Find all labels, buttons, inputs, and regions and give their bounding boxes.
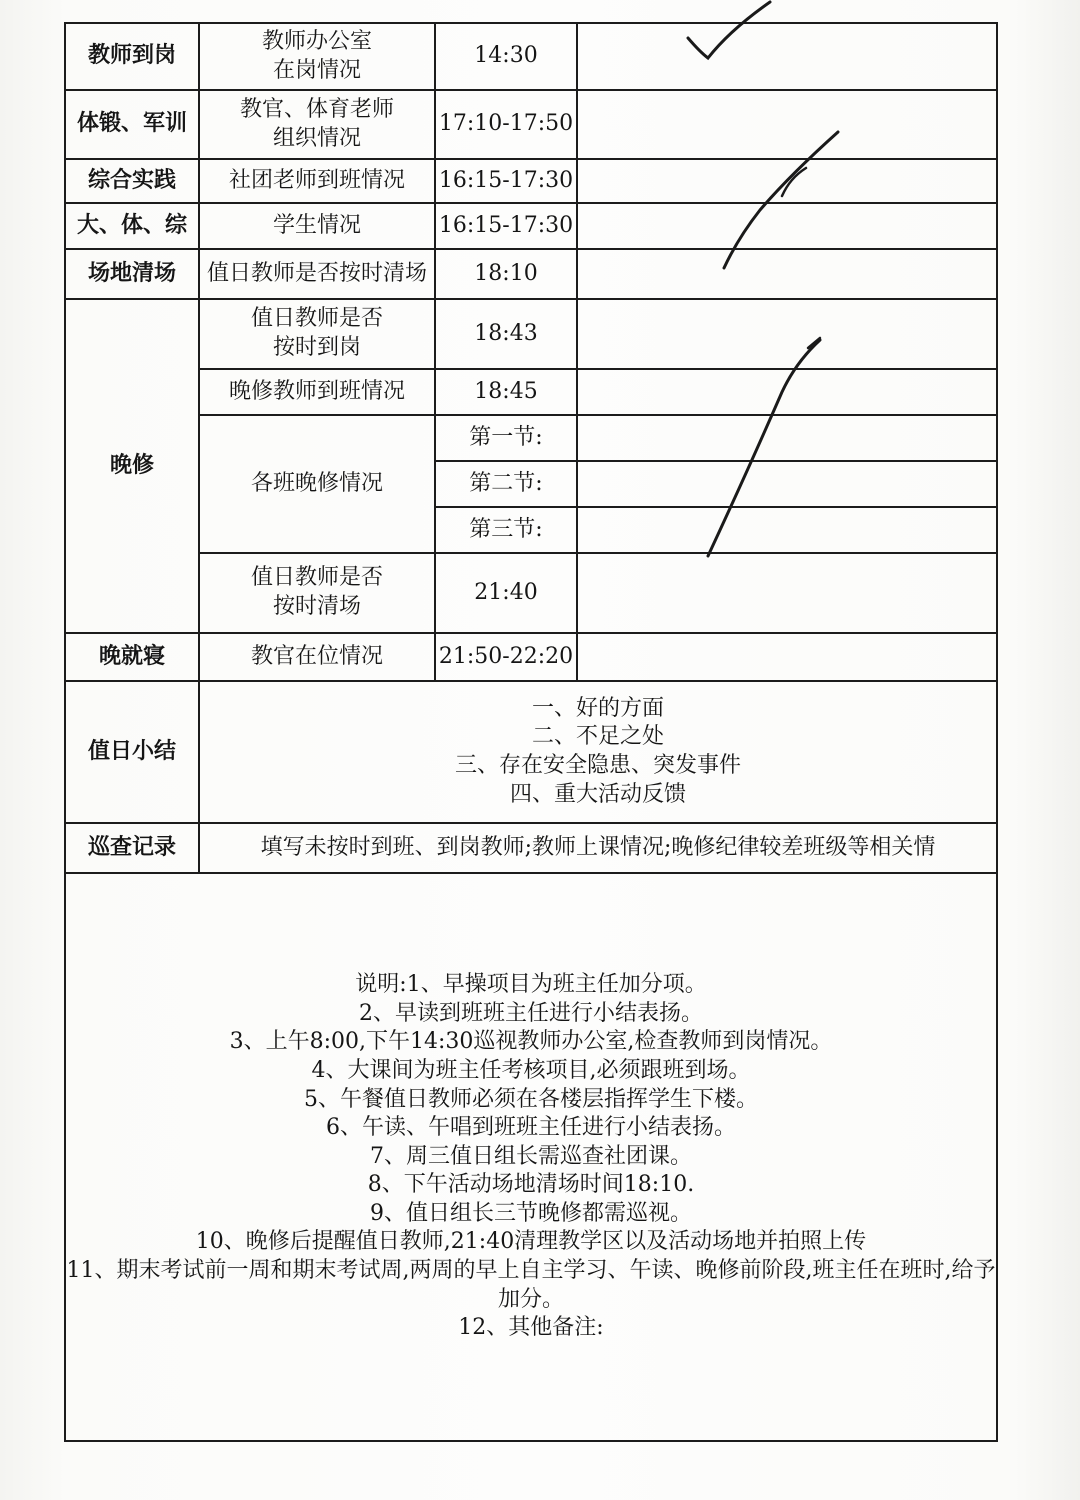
note-line: 11、期末考试前一周和期末考试周,两周的早上自主学习、午读、晚修前阶段,班主任在班时,给予加分。 (66, 1258, 996, 1312)
duty-inspection-table (64, 22, 998, 1442)
record-cell (577, 633, 997, 681)
item-cell: 社团老师到班情况 (199, 159, 435, 203)
item-cell: 学生情况 (199, 203, 435, 249)
record-cell (577, 507, 997, 553)
record-cell (577, 369, 997, 415)
item-cell: 晚修教师到班情况 (199, 369, 435, 415)
category-cell: 综合实践 (65, 159, 199, 203)
record-cell (577, 299, 997, 369)
time-cell: 18:45 (435, 369, 577, 415)
patrol-cell: 填写未按时到班、到岗教师;教师上课情况;晚修纪律较差班级等相关情 (199, 823, 997, 873)
note-line: 10、晚修后提醒值日教师,21:40清理教学区以及活动场地并拍照上传 (195, 1229, 867, 1255)
time-cell: 14:30 (435, 23, 577, 90)
item-cell (199, 299, 435, 369)
category-cell: 值日小结 (65, 681, 199, 823)
item-line: 组织情况 (272, 125, 361, 151)
item-cell: 值日教师是否按时清场 (199, 249, 435, 299)
time-cell: 21:50-22:20 (435, 633, 577, 681)
note-line: 2、早读到班班主任进行小结表扬。 (359, 1000, 703, 1026)
time-cell: 16:15-17:30 (435, 203, 577, 249)
item-line: 按时到岗 (272, 335, 361, 360)
record-cell (577, 90, 997, 159)
table-row (65, 249, 997, 299)
note-line: 说明:1、早操项目为班主任加分项。 (355, 972, 707, 998)
table-row (65, 90, 997, 159)
category-cell: 巡查记录 (65, 823, 199, 873)
time-cell: 17:10-17:50 (435, 90, 577, 159)
note-line: 8、下午活动场地清场时间18:10. (367, 1172, 695, 1198)
time-cell: 18:43 (435, 299, 577, 369)
record-cell (577, 249, 997, 299)
time-cell: 18:10 (435, 249, 577, 299)
patrol-row (65, 823, 997, 873)
summary-row (65, 681, 997, 823)
category-cell: 体锻、军训 (65, 90, 199, 159)
summary-cell (199, 681, 997, 823)
item-cell: 各班晚修情况 (199, 415, 435, 553)
period-cell: 第二节: (435, 461, 577, 507)
note-line: 6、午读、午唱到班班主任进行小结表扬。 (326, 1115, 736, 1141)
summary-line: 三、存在安全隐患、突发事件 (454, 753, 741, 778)
notes-row (65, 873, 997, 1441)
item-line: 值日教师是否 (250, 306, 383, 332)
table-row (65, 159, 997, 203)
category-cell: 大、体、综 (65, 203, 199, 249)
record-cell (577, 159, 997, 203)
period-cell: 第三节: (435, 507, 577, 553)
note-line: 9、值日组长三节晚修都需巡视。 (370, 1200, 692, 1226)
category-cell: 晚就寝 (65, 633, 199, 681)
item-line: 值日教师是否 (250, 565, 383, 591)
table-row (65, 415, 997, 461)
summary-line: 四、重大活动反馈 (509, 781, 686, 807)
note-line: 12、其他备注: (458, 1315, 604, 1341)
table-row (65, 203, 997, 249)
note-line: 7、周三值日组长需巡查社团课。 (370, 1143, 692, 1169)
item-line: 按时清场 (272, 594, 361, 619)
item-line: 在岗情况 (272, 57, 361, 83)
item-cell (199, 90, 435, 159)
table-row (65, 23, 997, 90)
record-cell (577, 23, 997, 90)
table-row (65, 369, 997, 415)
item-cell: 教官在位情况 (199, 633, 435, 681)
record-cell (577, 203, 997, 249)
record-cell (577, 553, 997, 633)
note-line: 3、上午8:00,下午14:30巡视教师办公室,检查教师到岗情况。 (229, 1029, 833, 1055)
record-cell (577, 415, 997, 461)
item-cell (199, 553, 435, 633)
category-cell-evening: 晚修 (65, 299, 199, 633)
category-cell: 教师到岗 (65, 23, 199, 90)
item-line: 教师办公室 (261, 28, 372, 54)
summary-line: 二、不足之处 (531, 724, 664, 750)
period-cell: 第一节: (435, 415, 577, 461)
item-cell (199, 23, 435, 90)
note-line: 4、大课间为班主任考核项目,必须跟班到场。 (311, 1057, 751, 1083)
table-row (65, 553, 997, 633)
table-row (65, 299, 997, 369)
record-cell (577, 461, 997, 507)
category-cell: 场地清场 (65, 249, 199, 299)
note-line: 5、午餐值日教师必须在各楼层指挥学生下楼。 (304, 1086, 758, 1112)
time-cell: 21:40 (435, 553, 577, 633)
notes-cell (65, 873, 997, 1441)
table-row (65, 633, 997, 681)
item-line: 教官、体育老师 (239, 96, 394, 122)
summary-line: 一、好的方面 (531, 695, 664, 721)
time-cell: 16:15-17:30 (435, 159, 577, 203)
